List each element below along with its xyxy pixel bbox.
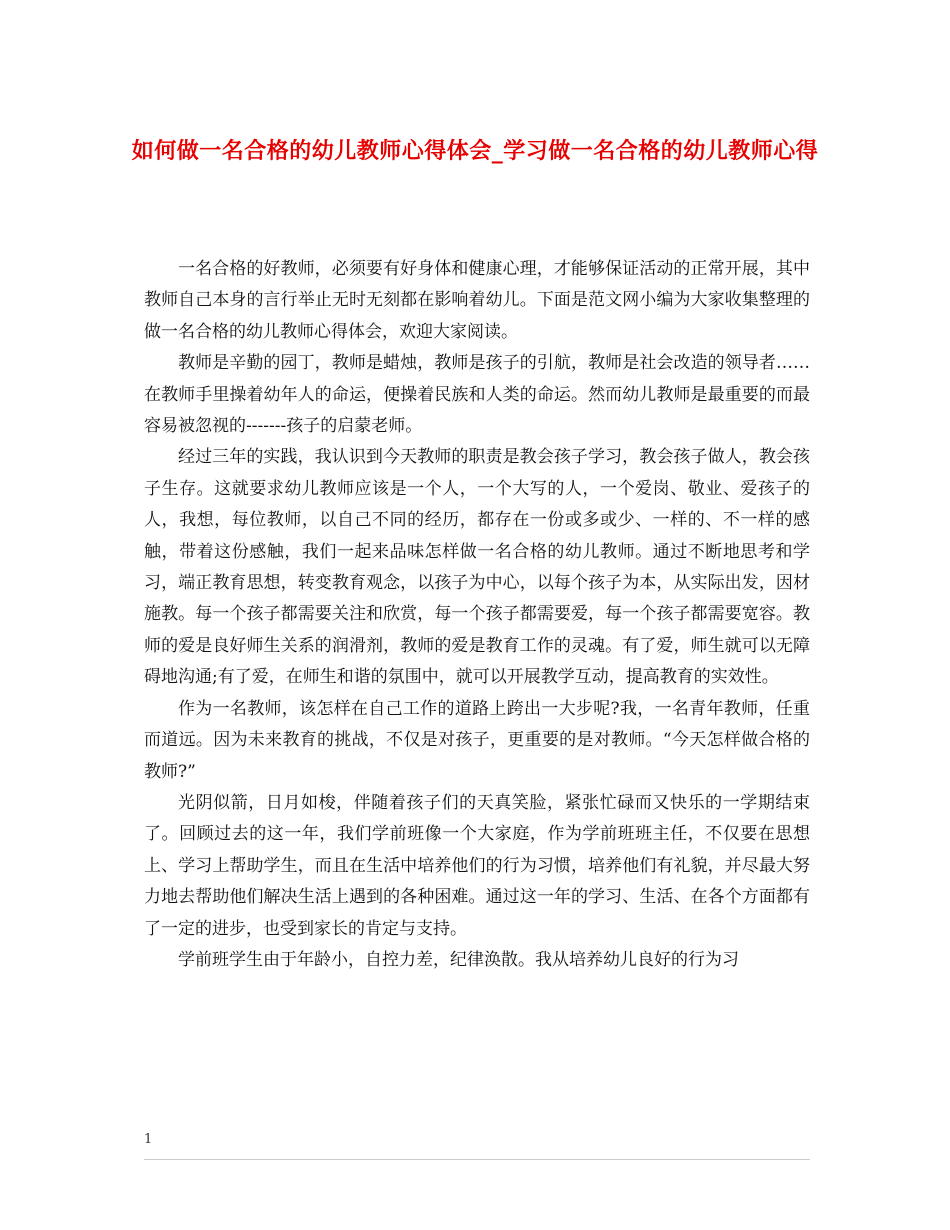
document-body bbox=[144, 254, 810, 976]
paragraph-intro: 一名合格的好教师，必须要有好身体和健康心理，才能够保证活动的正常开展，其中教师自己本身的言行举止无时无刻都在影响着幼儿。下面是范文网小编为大家收集整理的做一名合格的幼儿教师心得体会，欢迎大家阅读。 bbox=[144, 259, 810, 342]
footer-divider bbox=[144, 1159, 810, 1160]
page-number: 1 bbox=[144, 1132, 153, 1147]
paragraph-young-teacher: 作为一名教师，该怎样在自己工作的道路上跨出一大步呢?我，一名青年教师，任重而道远。因为未来教育的挑战，不仅是对孩子，更重要的是对教师。“今天怎样做合格的教师?” bbox=[144, 698, 810, 782]
document-title: 如何做一名合格的幼儿教师心得体会_学习做一名合格的幼儿教师心得 bbox=[131, 138, 819, 164]
paragraph-preschool-discipline: 学前班学生由于年龄小，自控力差，纪律涣散。我从培养幼儿良好的行为习 bbox=[178, 949, 739, 970]
paragraph-teacher-metaphors: 教师是辛勤的园丁，教师是蜡烛，教师是孩子的引航，教师是社会改造的领导者……在教师手里操着幼年人的命运，便操着民族和人类的命运。然而幼儿教师是最重要的而最容易被忽视的-------孩子的启蒙老师。 bbox=[144, 353, 810, 437]
paragraph-three-years-practice: 经过三年的实践，我认识到今天教师的职责是教会孩子学习，教会孩子做人，教会孩子生存。这就要求幼儿教师应该是一个人，一个大写的人，一个爱岗、敬业、爱孩子的人，我想，每位教师，以自己不同的经历，都存在一份或多或少、一样的、不一样的感触，带着这份感触，我们一起来品味怎样做一名合格的幼儿教师。通过不断地思考和学习，端正教育思想，转变教育观念，以孩子为中心，以每个孩子为本，从实际出发，因材施教。每一个孩子都需要关注和欣赏，每一个孩子都需要爱，每一个孩子都需要宽容。教师的爱是良好师生关系的润滑剂，教师的爱是教育工作的灵魂。有了爱，师生就可以无障碍地沟通;有了爱，在师生和谐的氛围中，就可以开展教学互动，提高教育的实效性。 bbox=[144, 447, 810, 688]
paragraph-semester-review: 光阴似箭，日月如梭，伴随着孩子们的天真笑脸，紧张忙碌而又快乐的一学期结束了。回顾过去的这一年，我们学前班像一个大家庭，作为学前班班主任，不仅要在思想上、学习上帮助学生，而且在生活中培养他们的行为习惯，培养他们有礼貌，并尽最大努力地去帮助他们解决生活上遇到的各种困难。通过这一年的学习、生活、在各个方面都有了一定的进步，也受到家长的肯定与支持。 bbox=[144, 792, 810, 939]
